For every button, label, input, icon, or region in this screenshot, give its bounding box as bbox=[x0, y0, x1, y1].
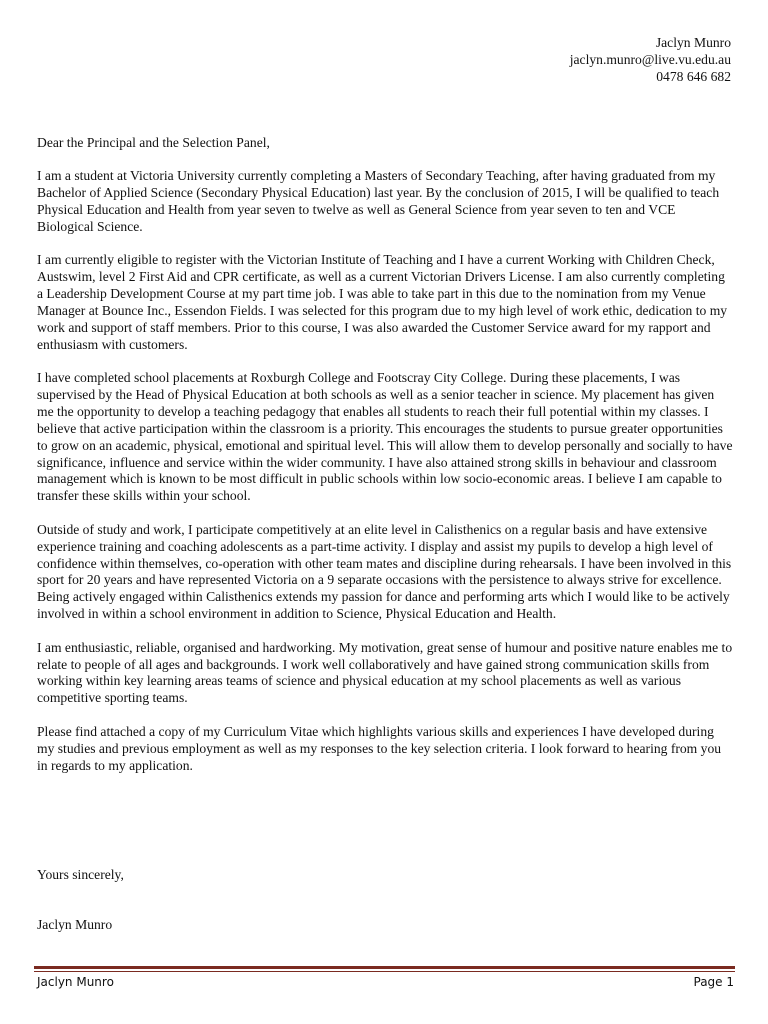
paragraph-closing-remarks: Please find attached a copy of my Curriculum Vitae which highlights various skills and experiences I have developed during my studies and previous employment as well as my responses to the key selection criteria. I look forward to hearing from you in regards to my application. bbox=[37, 723, 722, 773]
sender-block bbox=[570, 34, 731, 85]
page-footer bbox=[37, 975, 734, 990]
footer-rule-thin bbox=[34, 971, 735, 972]
paragraph-personal-qualities: I am enthusiastic, reliable, organised and hardworking. My motivation, great sense of humour and positive nature enables me to relate to people of all ages and backgrounds. I work well collaboratively and have gained strong communication skills from working within key learning areas teams of science and physical education at my school placements as well as various competitive sporting teams. bbox=[37, 639, 733, 706]
signature-name: Jaclyn Munro bbox=[37, 917, 113, 932]
closing: Yours sincerely, bbox=[37, 867, 124, 882]
footer-page-number: Page 1 bbox=[693, 975, 734, 989]
footer-author: Jaclyn Munro bbox=[37, 975, 114, 989]
paragraph-calisthenics: Outside of study and work, I participate competitively at an elite level in Calisthenics on a regular basis and have extensive experience training and coaching adolescents as a part-time activity. I display and assist my pupils to develop a high level of confidence within themselves, co-operation with other team mates and discipline during rehearsals. I have been involved in this sport for 20 years and have represented Victoria on a 9 separate occasions with the persistence to always strive for excellence. Being actively engaged within Calisthenics extends my passion for dance and performing arts which I would like to be actively involved in within a school environment in addition to Science, Physical Education and Health. bbox=[37, 521, 732, 622]
paragraph-qualifications: I am a student at Victoria University currently completing a Masters of Secondary Teaching, after having graduated from my Bachelor of Applied Science (Secondary Physical Education) last year. By the conclusion of 2015, I will be qualified to teach Physical Education and Health from year seven to twelve as well as General Science from year seven to ten and VCE Biological Science. bbox=[37, 167, 720, 234]
sender-phone: 0478 646 682 bbox=[656, 69, 731, 84]
sender-email[interactable]: jaclyn.munro@live.vu.edu.au bbox=[569, 52, 731, 67]
salutation: Dear the Principal and the Selection Panel, bbox=[37, 135, 270, 150]
paragraph-placements: I have completed school placements at Roxburgh College and Footscray City College. During these placements, I was supervised by the Head of Physical Education at both schools as well as a senior teacher in science. My placement has given me the opportunity to develop a teaching pedagogy that enables all students to reach their full potential within my classes. I believe that active participation within the classroom is a priority. This encourages the students to pursue greater opportunities to grow on an academic, physical, emotional and spiritual level. This will allow them to develop personally and socially to have significance, influence and service within the wider community. I have also attained strong skills in behaviour and classroom management which is known to be most difficult in public schools within low socio-economic areas. I believe I am capable to transfer these skills within your school. bbox=[37, 369, 733, 504]
sender-name: Jaclyn Munro bbox=[655, 35, 731, 50]
paragraph-certifications: I am currently eligible to register with the Victorian Institute of Teaching and I have a current Working with Children Check, Austswim, level 2 First Aid and CPR certificate, as well as a current Victorian Drivers License. I am also currently completing a Leadership Development Course at my part time job. I was able to take part in this due to the nomination from my Venue Manager at Bounce Inc., Essendon Fields. I was selected for this program due to my high level of work ethic, dedication to my work and support of staff members. Prior to this course, I was also awarded the Customer Service award for my rapport and enthusiasm with customers. bbox=[37, 252, 728, 352]
footer-rule-thick bbox=[34, 966, 735, 969]
letter-body bbox=[37, 135, 734, 791]
